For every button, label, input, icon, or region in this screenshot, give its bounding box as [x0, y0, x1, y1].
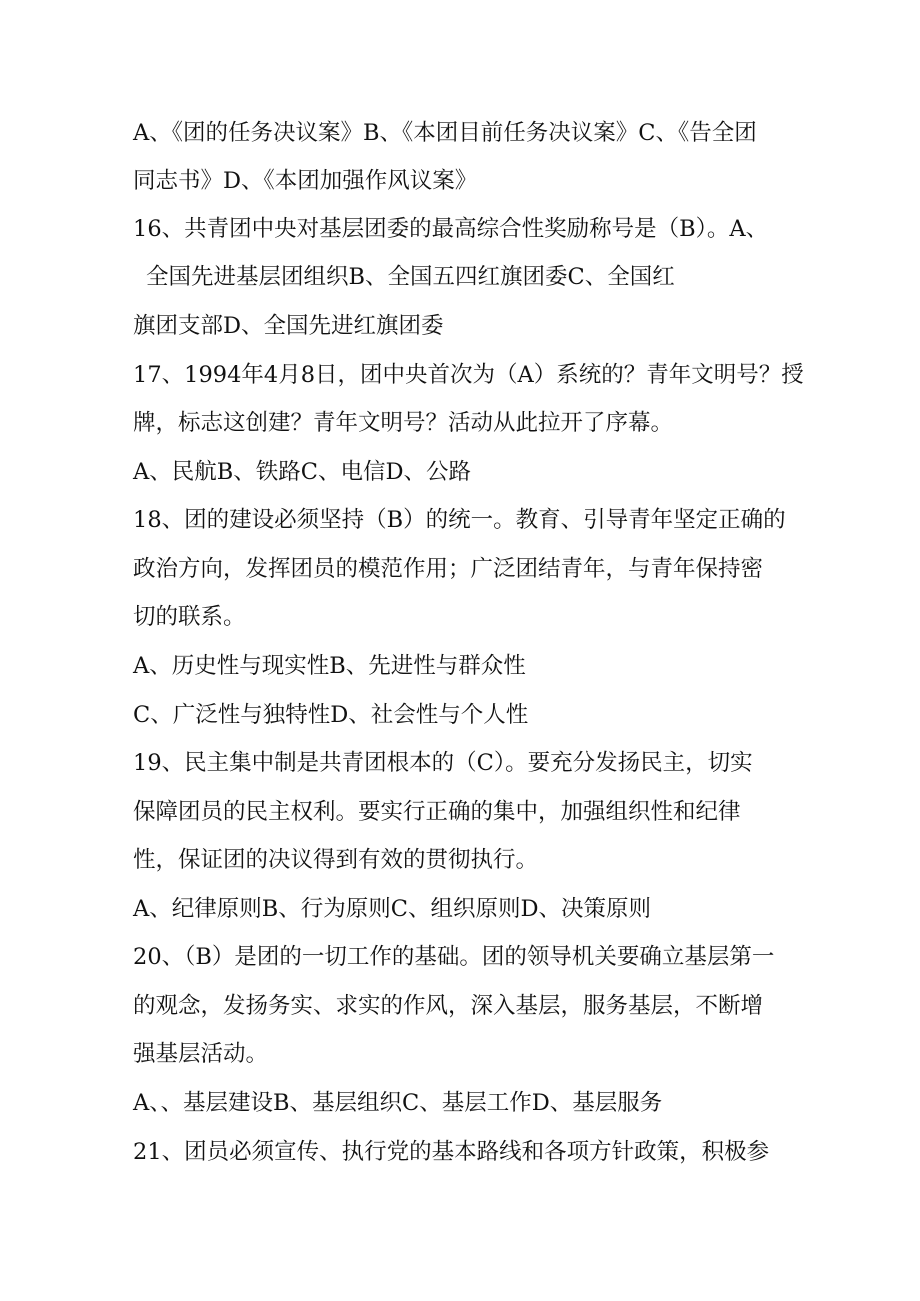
text-line: 19、民主集中制是共青团根本的（C）。要充分发扬民主，切实	[133, 750, 753, 776]
text-line: 性，保证团的决议得到有效的贯彻执行。	[133, 847, 539, 873]
text-line: A、历史性与现实性B、先进性与群众性	[133, 653, 526, 679]
text-line: 切的联系。	[133, 604, 246, 630]
text-line: A、《团的任务决议案》B、《本团目前任务决议案》C、《告全团	[133, 120, 757, 146]
text-line: A、、基层建设B、基层组织C、基层工作D、基层服务	[133, 1090, 663, 1116]
text-line: 保障团员的民主权利。要实行正确的集中，加强组织性和纪律	[133, 799, 741, 825]
text-line: 18、团的建设必须坚持（B）的统一。教育、引导青年坚定正确的	[133, 507, 786, 533]
text-line: 牌，标志这创建？青年文明号？活动从此拉开了序幕。	[133, 410, 674, 436]
text-line: 同志书》D、《本团加强作风议案》	[133, 168, 478, 194]
text-line: 政治方向，发挥团员的模范作用；广泛团结青年，与青年保持密	[133, 556, 764, 582]
text-line: 旗团支部D、全国先进红旗团委	[133, 313, 444, 339]
text-line: 16、共青团中央对基层团委的最高综合性奖励称号是（B）。A、	[133, 216, 769, 242]
text-line: A、纪律原则B、行为原则C、组织原则D、决策原则	[133, 896, 652, 922]
text-line: 强基层活动。	[133, 1041, 269, 1067]
text-line: 全国先进基层团组织B、全国五四红旗团委C、全国红	[146, 264, 675, 290]
text-line: 21、团员必须宣传、执行党的基本路线和各项方针政策，积极参	[133, 1139, 770, 1165]
text-line: 的观念，发扬务实、求实的作风，深入基层，服务基层，不断增	[133, 993, 764, 1019]
text-line: C、广泛性与独特性D、社会性与个人性	[133, 702, 529, 728]
text-line: 20、（B）是团的一切工作的基础。团的领导机关要确立基层第一	[133, 944, 775, 970]
text-line: A、民航B、铁路C、电信D、公路	[133, 459, 472, 485]
text-line: 17、1994年4月8日，团中央首次为（A）系统的？青年文明号？授	[133, 362, 804, 388]
